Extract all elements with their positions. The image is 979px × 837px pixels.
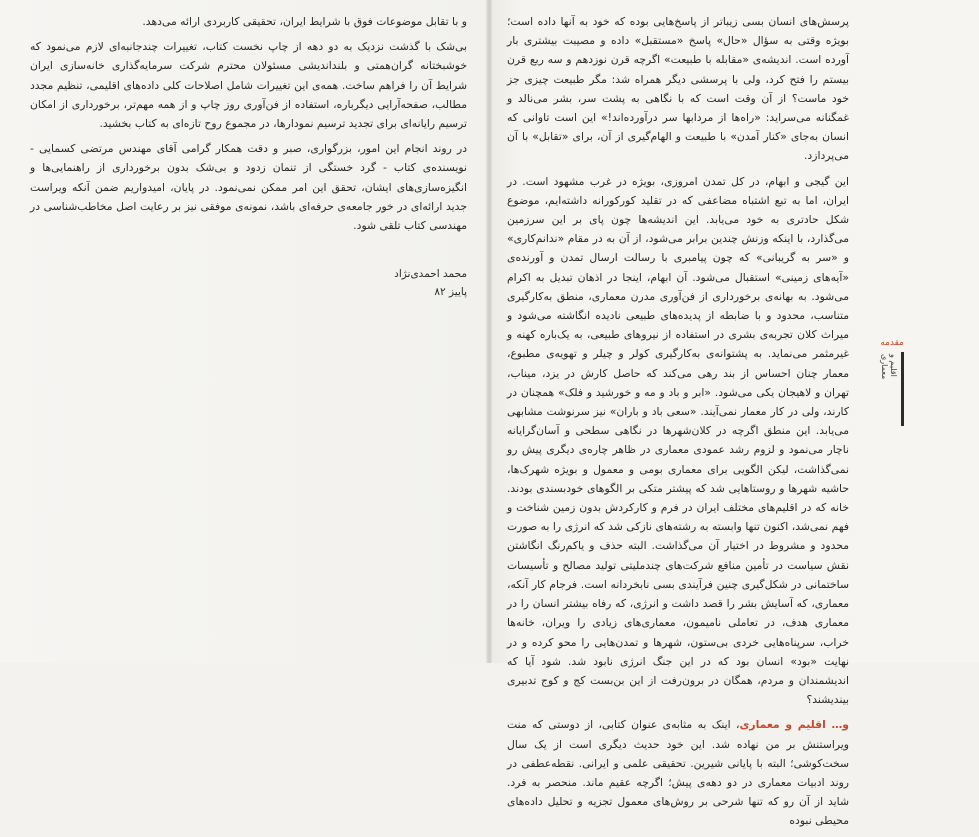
signature-name: محمد احمدی‌نژاد [394,268,467,281]
section-tab-label: مقدمه [880,338,904,348]
left-paragraph-1: و با تقابل موضوعات فوق با شرایط ایران، تحقیقی کاربردی ارائه می‌دهد. [142,15,467,28]
signature-date: پاییز ۸۲ [434,286,467,299]
left-paragraph-3: در روند انجام این امور، بزرگواری، صبر و دقت همکار گرامی آقای مهندس مرتضی کسمایی - نویسنده‌ی کتاب - گرد خستگی از تنمان زدود و بی‌شک بدون برخورداری از راهنمایی‌ها و انگیزه‌سازی‌های ایشان، تحقق این امر ممکن نمی‌نمود. در پایان، امیدواریم ضمن آنکه ویراست جدید ارائه‌ای در خور جامعه‌ی حرفه‌ای باشد، نمونه‌ی موفقی نیز بر رعایت اصل مخاطب‌شناسی در مهندسی کتاب تلقی شود. [30,142,467,233]
book-title-keyword: و… اقلیم و معماری [739,718,849,732]
right-paragraph-3 [507,715,849,830]
right-paragraph-1: پرسش‌های انسان بسی زیباتر از پاسخ‌هایی بوده که خود به آنها داده است؛ بویژه وقتی به سؤال «حال» پاسخ «مستقبل» داده و مصیبت بیشتری بار آورده است. اندیشه‌ی «مقابله با طبیعت» اگرچه قرن نوزدهم و سه ربع قرن بیستم را فتح کرد، ولی با پرسشی دیگر همراه شد: مگر طبیعت چیزی جز خود ماست؟ از آن وقت است که با نگاهی به پشت سر، بشر می‌نالد و غمگنانه می‌سراید: «راه‌ها از مردابها سر درآورده‌اند!» این است تاوانی که انسان به‌جای «کنار آمدن» با طبیعت و الهام‌گیری از آن، برای «تقابل» با آن می‌پردازد. [507,15,849,163]
section-tab-bar [901,352,904,426]
section-tab-subtitle: اقلیم و معماری [880,354,898,380]
left-column [30,12,467,301]
section-side-tab [872,338,904,380]
right-column [507,12,849,837]
book-spine [486,0,492,663]
signature-block [30,265,467,301]
right-paragraph-2: این گیجی و ابهام، در کل تمدن امروزی، بویژه در غرب مشهود است. در ایران، اما به تبع اشتباه مضاعفی که در تقلید کورکورانه داشته‌ایم، موضوع شکل حادتری به خود می‌یابد. این اندیشه‌ها چون پای بر این سرزمین می‌گذارد، با اینکه وزنش چندین برابر می‌شود، از آن به در مقام «ندانم‌کاری» و «سر به گریبانی» که چون پیامبری با رسالت ارسال تمدن و آورنده‌ی «آیه‌های زمینی» استقبال می‌شود. آن ابهام، اینجا در اذهان تبدیل به اکرام می‌شود. به بهانه‌ی برخورداری از فن‌آوری مدرن معماری، منطق به‌کارگیری متناسب، محدود و با ضابطه از پدیده‌های طبیعی نادیده انگاشته می‌شود و میراث کلان تجربه‌ی بشری در استفاده از نیروهای طبیعی، به یک‌باره کهنه و غیرمثمر می‌نماید. به پشتوانه‌ی به‌کارگیری کولر و چیلر و تهویه‌ی مطبوع، معمار چنان احساس از بند رهی می‌کند که حاصل کارش در یزد، میناب، تهران و لاهیجان یکی می‌شود. «ابر و باد و مه و خورشید و فلک» همچنان در کارند، ولی در کار معمار نمی‌آیند. «سعی باد و باران» نیز سرنوشت مشابهی می‌یابد. این منطق اگرچه در کلان‌شهرها در نگاهی سطحی و آسان‌گرایانه ناچار می‌نمود و لزوم رشد عمودی معماری در ظاهر چاره‌ی دیگری پیش رو نمی‌گذاشت، لیکن الگویی برای معماری بومی و معمول و بویژه شهرک‌ها، حاشیه شهرها و روستاهایی شد که پیشتر متکی بر الگوهای خودبسندی بودند. خانه که در اقلیم‌های مختلف ایران در فرم و کارکردش بدون زمین شناخت و فهم نمی‌شد، اکنون تنها وابسته به رشته‌های نازکی شد که انرژی را به صورت محدود و مشروط در اختیار آن می‌گذاشت. البته حذف و یاکم‌رنگ انگاشتن نقش سیاست در تأمین منافع شرکت‌های چندملیتی تولید مصالح و تأسیسات ساختمانی در شکل‌گیری چنین فرآیندی بسی نابخردانه است. فرجام کار آنکه، معماری، که آسایش بشر را قصد داشت و انرژی، که رفاه بیشتر انسان را در معماری هدف، در تعاملی نامیمون، معماری‌های زیادی را ویران، خانه‌ها خراب، سرپناه‌هایی خردی بی‌ستون، شهرها و تمدن‌هایی را محو کرده و در نهایت «بود» انسان بود که در این جنگ انرژی نابود شد. شود آیا که اندیشمندان و مردم، همگان در برون‌رفت از این بن‌بست کج و کوج تدبیری بیندیشند؟ [507,174,849,707]
left-paragraph-2: بی‌شک با گذشت نزدیک به دو دهه از چاپ نخست کتاب، تغییرات چندجانبه‌ای لازم می‌نمود که خوشبختانه گران‌همتی و بلنداندیشی مسئولان محترم شرکت سرمایه‌گذاری خانه‌سازی ایران شرایط آن را فراهم ساخت. همه‌ی این تغییرات شامل اصلاحات کلی داده‌های اقلیمی، تنظیم مجدد مطالب، صفحه‌آرایی دیگرباره، استفاده از فن‌آوری روز چاپ و از همه مهم‌تر، برخورداری از امکان ترسیم رایانه‌ای برای تجدید ترسیم نمودارها، در مجموع روح تازه‌ای به کتاب بخشید. [30,40,467,131]
right-paragraph-3-text: ، اینک به مثابه‌ی عنوان کتابی، از دوستی که منت ویراستنش بر من نهاده شد. این خود حدیث دیگری است از یک سال سخت‌کوشی؛ البته با پایانی شیرین. تحقیقی علمی و ایرانی. نقطه‌عطفی در روند ادبیات معماری در دو دهه‌ی پیش؛ اگرچه عقیم ماند. منحصر به فرد. شاید از آن رو که تنها شرحی بر روش‌های معمول تجزیه و تحلیل داده‌های محیطی نبوده [507,718,849,828]
